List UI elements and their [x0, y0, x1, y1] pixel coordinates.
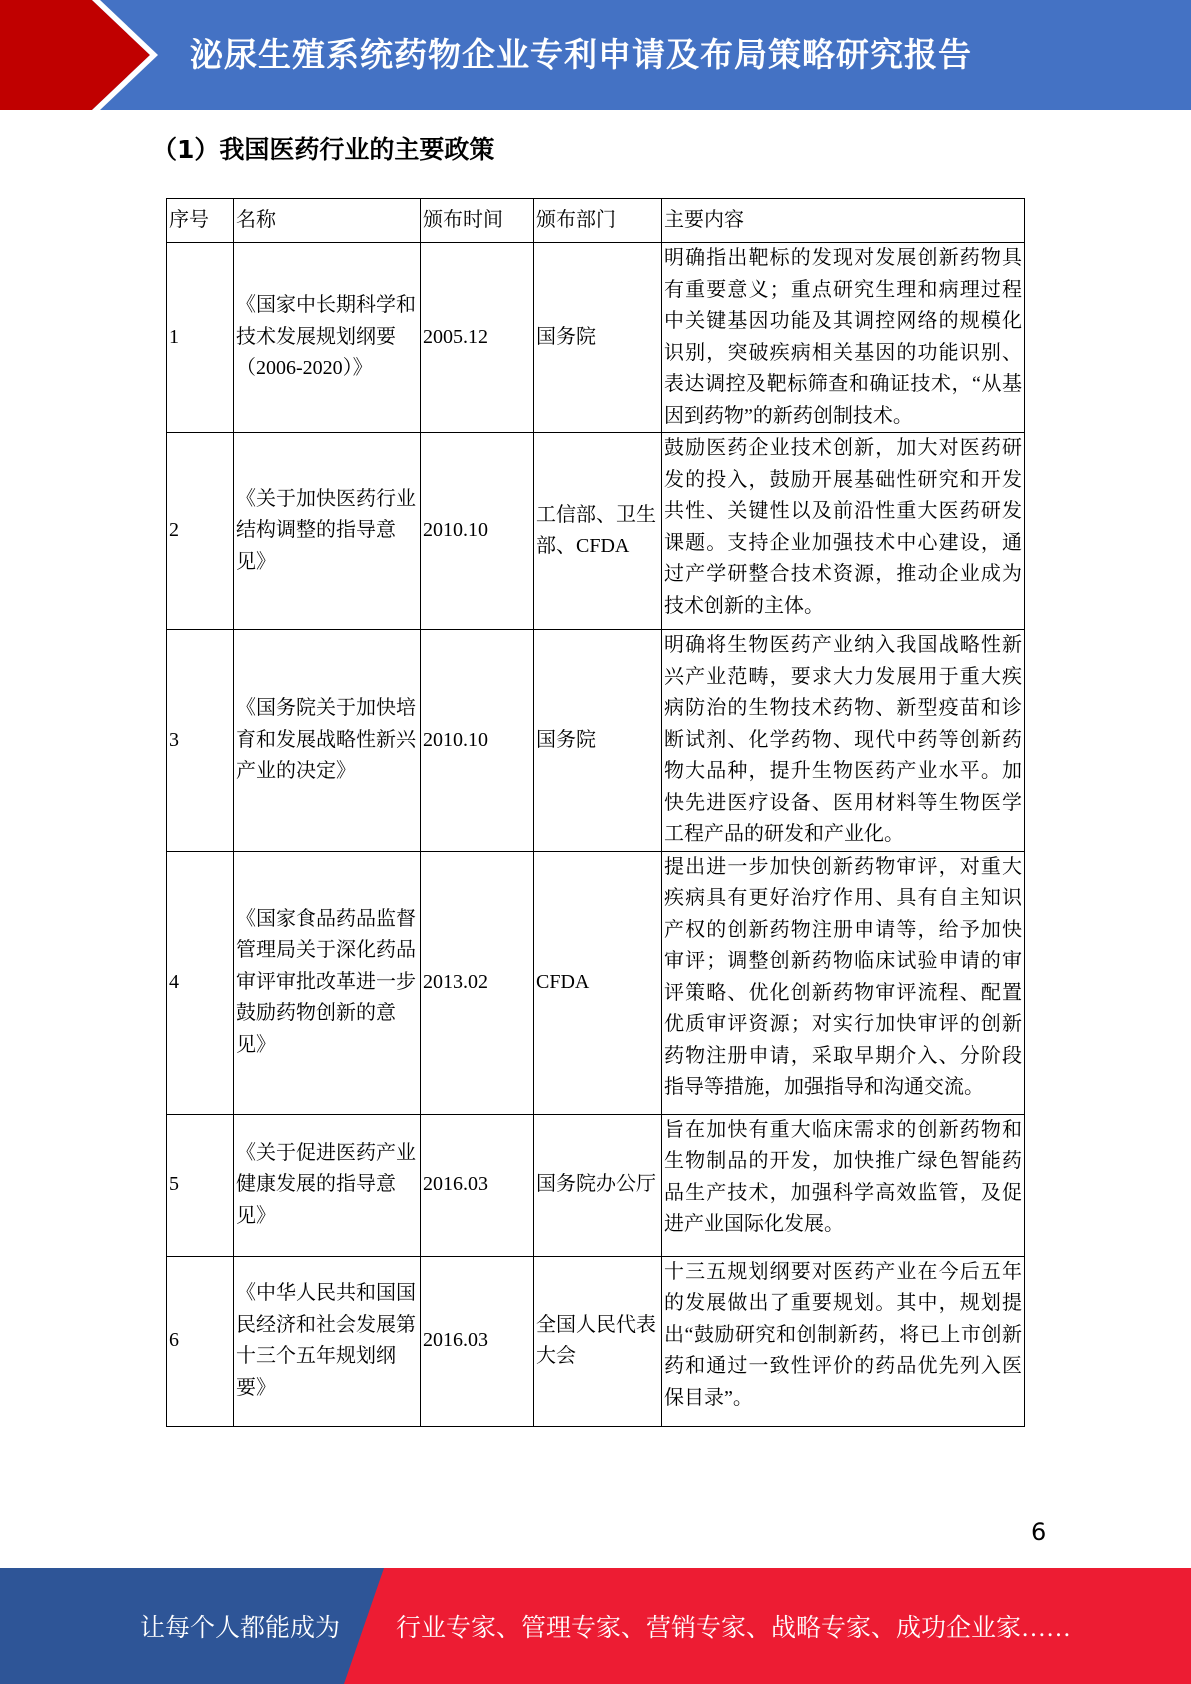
- column-header-no: 序号: [167, 199, 234, 243]
- main-content: 鼓励医药企业技术创新，加大对医药研发的投入，鼓励开展基础性研究和开发共性、关键性以及前沿性重大医药研发课题。支持企业加强技术中心建设，通过产学研整合技术资源，推动企业成为技术创新的主体。: [662, 433, 1025, 630]
- page-number: 6: [1031, 1518, 1047, 1546]
- main-content: 明确将生物医药产业纳入我国战略性新兴产业范畴，要求大力发展用于重大疾病防治的生物技术药物、新型疫苗和诊断试剂、化学药物、现代中药等创新药物大品种，提升生物医药产业水平。加快先进医疗设备、医用材料等生物医学工程产品的研发和产业化。: [662, 630, 1025, 852]
- policy-name: 《国家中长期科学和技术发展规划纲要（2006-2020）》: [234, 243, 421, 433]
- column-header-content: 主要内容: [662, 199, 1025, 243]
- issue-date: 2010.10: [421, 433, 534, 630]
- row-number: 6: [167, 1256, 234, 1426]
- row-number: 2: [167, 433, 234, 630]
- header-arrow-decoration: [0, 0, 160, 110]
- issue-date: 2005.12: [421, 243, 534, 433]
- main-content: 提出进一步加快创新药物审评，对重大疾病具有更好治疗作用、具有自主知识产权的创新药物注册申请等，给予加快审评；调整创新药物临床试验申请的审评策略、优化创新药物审评流程、配置优质审评资源；对实行加快审评的创新药物注册申请，采取早期介入、分阶段指导等措施，加强指导和沟通交流。: [662, 851, 1025, 1114]
- issuing-department: CFDA: [534, 851, 662, 1114]
- policy-name: 《中华人民共和国国民经济和社会发展第十三个五年规划纲要》: [234, 1256, 421, 1426]
- row-number: 4: [167, 851, 234, 1114]
- policy-name: 《关于促进医药产业健康发展的指导意见》: [234, 1114, 421, 1256]
- issue-date: 2013.02: [421, 851, 534, 1114]
- issue-date: 2010.10: [421, 630, 534, 852]
- issue-date: 2016.03: [421, 1256, 534, 1426]
- table-row: [167, 851, 1025, 1114]
- policy-table: [166, 198, 1025, 1427]
- header-band: [0, 0, 1191, 110]
- main-content: 十三五规划纲要对医药产业在今后五年的发展做出了重要规划。其中，规划提出“鼓励研究和创制新药，将已上市创新药和通过一致性评价的药品优先列入医保目录”。: [662, 1256, 1025, 1426]
- column-header-name: 名称: [234, 199, 421, 243]
- column-header-date: 颁布时间: [421, 199, 534, 243]
- main-content: 旨在加快有重大临床需求的创新药物和生物制品的开发，加快推广绿色智能药品生产技术，加强科学高效监管，及促进产业国际化发展。: [662, 1114, 1025, 1256]
- policy-name: 《国家食品药品监督管理局关于深化药品审评审批改革进一步鼓励药物创新的意见》: [234, 851, 421, 1114]
- section-heading: （1）我国医药行业的主要政策: [152, 135, 495, 164]
- table-row: [167, 1114, 1025, 1256]
- footer-slogan-right: 行业专家、管理专家、营销专家、战略专家、成功企业家……: [396, 1615, 1072, 1642]
- row-number: 5: [167, 1114, 234, 1256]
- footer-slogan-left: 让每个人都能成为: [140, 1615, 341, 1642]
- issuing-department: 国务院: [534, 630, 662, 852]
- table-row: [167, 433, 1025, 630]
- issuing-department: 国务院: [534, 243, 662, 433]
- policy-name: 《关于加快医药行业结构调整的指导意见》: [234, 433, 421, 630]
- table-row: [167, 630, 1025, 852]
- issuing-department: 全国人民代表大会: [534, 1256, 662, 1426]
- table-header-row: [167, 199, 1025, 243]
- row-number: 1: [167, 243, 234, 433]
- column-header-dept: 颁布部门: [534, 199, 662, 243]
- issuing-department: 国务院办公厅: [534, 1114, 662, 1256]
- row-number: 3: [167, 630, 234, 852]
- table-row: [167, 243, 1025, 433]
- table-row: [167, 1256, 1025, 1426]
- issuing-department: 工信部、卫生部、CFDA: [534, 433, 662, 630]
- main-content: 明确指出靶标的发现对发展创新药物具有重要意义；重点研究生理和病理过程中关键基因功能及其调控网络的规模化识别，突破疾病相关基因的功能识别、表达调控及靶标筛查和确证技术，“从基因到药物”的新药创制技术。: [662, 243, 1025, 433]
- issue-date: 2016.03: [421, 1114, 534, 1256]
- policy-name: 《国务院关于加快培育和发展战略性新兴产业的决定》: [234, 630, 421, 852]
- report-title: 泌尿生殖系统药物企业专利申请及布局策略研究报告: [190, 35, 972, 74]
